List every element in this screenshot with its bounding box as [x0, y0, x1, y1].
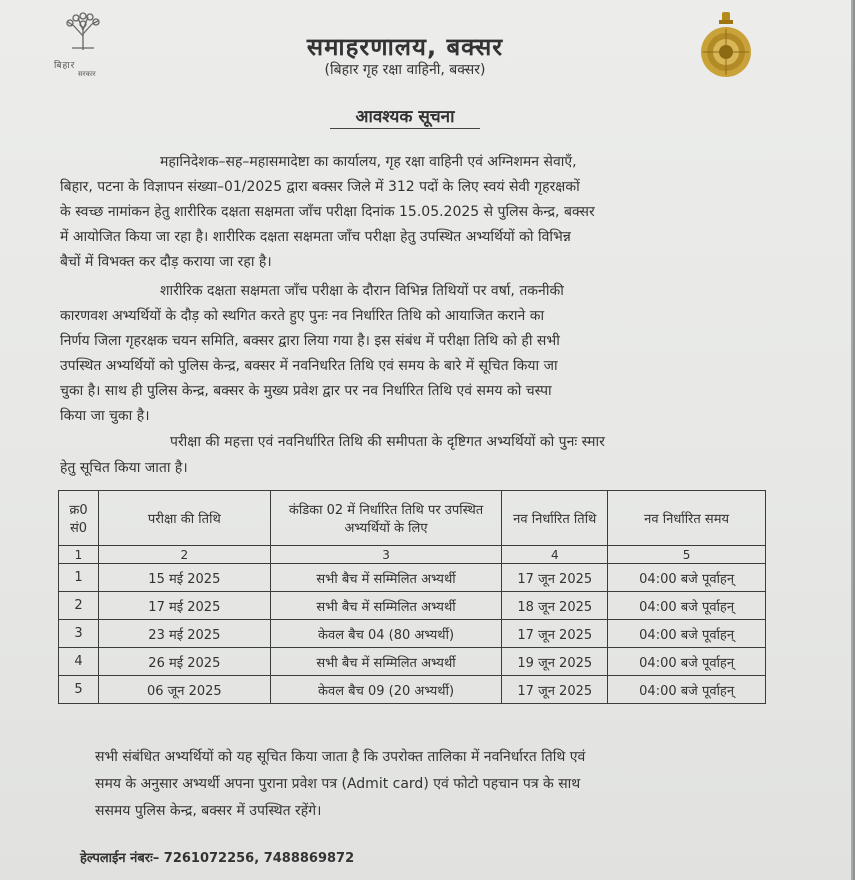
- paragraph-line: में आयोजित किया जा रहा है। शारीरिक दक्षता सक्षमता जाँच परीक्षा हेतु उपस्थित अभ्यर्थियों को विभिन्न: [60, 229, 571, 245]
- cell-new-date: 17 जून 2025: [502, 620, 608, 648]
- paragraph-line: कारणवश अभ्यर्थियों के दौड़ को स्थगित करते हुए पुनः नव निर्धारित तिथि को आयाजित कराने का: [60, 308, 545, 324]
- office-title: समाहरणालय, बक्सर: [306, 33, 504, 61]
- logo-text-bottom: सरकार: [78, 70, 96, 78]
- paragraph-line: हेतु सूचित किया जाता है।: [60, 460, 188, 476]
- logo-text-top: बिहार: [54, 61, 76, 71]
- column-number: 1: [59, 546, 99, 564]
- page-edge: [851, 0, 853, 880]
- paragraph-line: किया जा चुका है।: [60, 408, 150, 424]
- cell-new-date: 17 जून 2025: [502, 564, 608, 592]
- bodhi-tree-icon: [62, 10, 104, 50]
- cell-new-date: 17 जून 2025: [502, 676, 608, 704]
- cell-serial: 5: [59, 676, 99, 704]
- footer-line: समय के अनुसार अभ्यर्थी अपना पुराना प्रवेश पत्र (Admit card) एवं फोटो पहचान पत्र के साथ: [95, 776, 581, 792]
- cell-new-time: 04:00 बजे पूर्वाहन्: [608, 676, 766, 704]
- table-row: [59, 592, 766, 620]
- cell-new-time: 04:00 बजे पूर्वाहन्: [608, 564, 766, 592]
- table-row: [59, 620, 766, 648]
- column-number-row: [59, 546, 766, 564]
- column-number: 2: [98, 546, 270, 564]
- cell-new-time: 04:00 बजे पूर्वाहन्: [608, 648, 766, 676]
- column-number: 4: [502, 546, 608, 564]
- paragraph-line: उपस्थित अभ्यर्थियों को पुलिस केन्द्र, बक्सर में नवनिधरित तिथि एवं समय के बारे में सूचित किया जा: [60, 358, 558, 374]
- heading-underline: [330, 128, 480, 129]
- header-serial: क्र0 सं0: [59, 491, 99, 546]
- table-row: [59, 648, 766, 676]
- header-new-date: नव निर्धारित तिथि: [502, 491, 608, 546]
- cell-serial: 2: [59, 592, 99, 620]
- cell-exam-date: 26 मई 2025: [98, 648, 270, 676]
- cell-serial: 4: [59, 648, 99, 676]
- column-number: 5: [608, 546, 766, 564]
- header-candidates: कंडिका 02 में निर्धारित तिथि पर उपस्थित अभ्यर्थियों के लिए: [270, 491, 502, 546]
- table-row: [59, 676, 766, 704]
- footer-line: ससमय पुलिस केन्द्र, बक्सर में उपस्थित रहेंगे।: [95, 803, 322, 819]
- office-subtitle: (बिहार गृह रक्षा वाहिनी, बक्सर): [324, 62, 486, 78]
- cell-new-date: 19 जून 2025: [502, 648, 608, 676]
- cell-candidates: सभी बैच में सम्मिलित अभ्यर्थी: [270, 564, 502, 592]
- paragraph-line: के स्वच्छ नामांकन हेतु शारीरिक दक्षता सक्षमता जाँच परीक्षा दिनांक 15.05.2025 से पुलिस केन्द्र, बक्सर: [60, 204, 595, 220]
- paragraph-line: महानिदेशक–सह–महासमादेष्टा का कार्यालय, गृह रक्षा वाहिनी एवं अग्निशमन सेवाएँ,: [160, 154, 577, 170]
- cell-serial: 1: [59, 564, 99, 592]
- cell-exam-date: 06 जून 2025: [98, 676, 270, 704]
- cell-exam-date: 15 मई 2025: [98, 564, 270, 592]
- paragraph-line: बिहार, पटना के विज्ञापन संख्या–01/2025 द्वारा बक्सर जिले में 312 पदों के लिए स्वयं सेवी गृहरक्षकों: [60, 179, 580, 195]
- table-header-row: [59, 491, 766, 546]
- cell-candidates: सभी बैच में सम्मिलित अभ्यर्थी: [270, 648, 502, 676]
- paragraph-line: परीक्षा की महत्ता एवं नवनिर्धारित तिथि की समीपता के दृष्टिगत अभ्यर्थियों को पुनः स्मार: [170, 434, 605, 450]
- footer-line: सभी संबंधित अभ्यर्थियों को यह सूचित किया जाता है कि उपरोक्त तालिका में नवनिर्धारत तिथि एवं: [95, 749, 586, 765]
- cell-new-time: 04:00 बजे पूर्वाहन्: [608, 620, 766, 648]
- notice-heading: आवश्यक सूचना: [355, 107, 455, 127]
- cell-candidates: केवल बैच 09 (20 अभ्यर्थी): [270, 676, 502, 704]
- bihar-govt-logo: [48, 10, 118, 76]
- paragraph-line: निर्णय जिला गृहरक्षक चयन समिति, बक्सर द्वारा लिया गया है। इस संबंध में परीक्षा तिथि को ही सभी: [60, 333, 560, 349]
- cell-new-date: 18 जून 2025: [502, 592, 608, 620]
- cell-exam-date: 23 मई 2025: [98, 620, 270, 648]
- header-exam-date: परीक्षा की तिथि: [98, 491, 270, 546]
- header-new-time: नव निर्धारित समय: [608, 491, 766, 546]
- column-number: 3: [270, 546, 502, 564]
- cell-exam-date: 17 मई 2025: [98, 592, 270, 620]
- paragraph-line: बैचों में विभक्त कर दौड़ कराया जा रहा है।: [60, 254, 272, 270]
- helpline-numbers: हेल्पलाईन नंबरः– 7261072256, 7488869872: [80, 851, 355, 866]
- cell-serial: 3: [59, 620, 99, 648]
- cell-new-time: 04:00 बजे पूर्वाहन्: [608, 592, 766, 620]
- paragraph-line: शारीरिक दक्षता सक्षमता जाँच परीक्षा के दौरान विभिन्न तिथियों पर वर्षा, तकनीकी: [160, 283, 564, 299]
- home-guard-emblem-icon: [697, 10, 755, 82]
- table-row: [59, 564, 766, 592]
- cell-candidates: सभी बैच में सम्मिलित अभ्यर्थी: [270, 592, 502, 620]
- schedule-table: [58, 490, 766, 704]
- paragraph-line: चुका है। साथ ही पुलिस केन्द्र, बक्सर के मुख्य प्रवेश द्वार पर नव निर्धारित तिथि एवं समय को चस्पा: [60, 383, 552, 399]
- cell-candidates: केवल बैच 04 (80 अभ्यर्थी): [270, 620, 502, 648]
